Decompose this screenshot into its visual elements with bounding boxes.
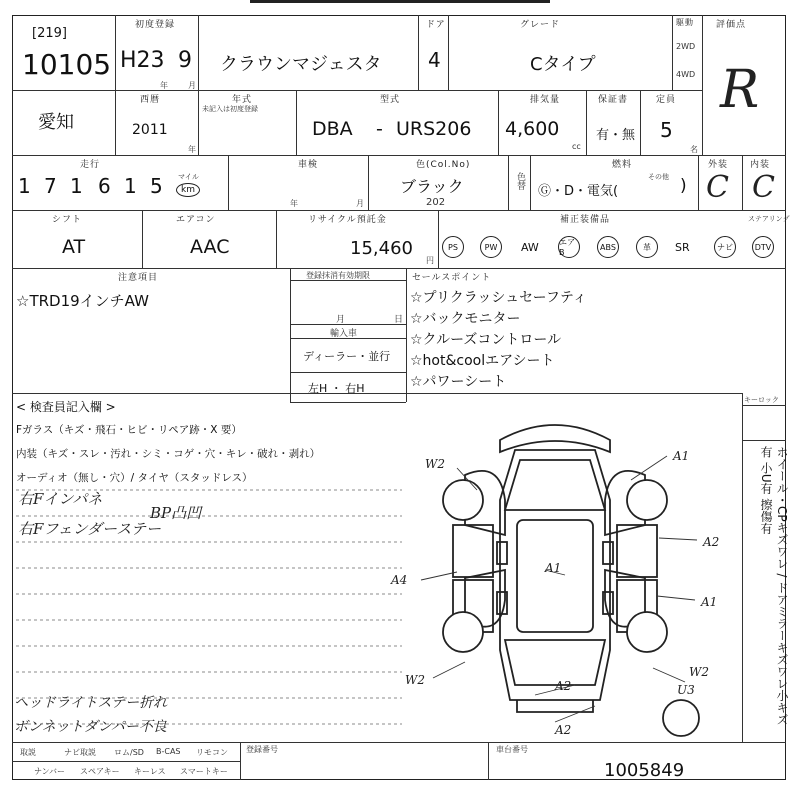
model-year-note: 未記入は初度登録 [202,105,258,113]
col-divider [198,15,199,90]
drive-label: 駆動 [676,18,694,27]
footer-item: ナビ取説 [64,748,96,757]
diagram-mark: A2 [555,723,572,737]
selling-point: ☆パワーシート [410,374,507,390]
diagram-mark: A2 [703,535,720,549]
equipment-item: ナビ [714,236,736,258]
chassis-number: 1005849 [604,760,685,781]
shift: AT [62,236,86,258]
diagram-mark: W2 [425,457,445,471]
inspector-label: < 検査員記入欄 > [16,400,116,414]
lot-prefix: [219] [32,26,67,41]
region: 愛知 [38,112,74,133]
recolor-label: 色替 [515,172,525,190]
hand-note: 右Fフェンダーステー [18,520,162,538]
footer-item: スマートキー [180,767,228,776]
row-divider [290,372,406,373]
equipment-item: PW [480,236,502,258]
fuel-other-label: その他 [648,173,669,181]
mileage-digit: 1 [124,174,137,198]
recycle-label: リサイクル預託金 [308,212,387,225]
col-divider [368,155,369,210]
capacity-unit: 名 [690,145,698,154]
diagram-mark: A1 [701,595,718,609]
era-year: H23 [120,48,165,73]
col-divider [742,155,743,210]
score-label: 評価点 [716,17,746,30]
equipment-item: AW [521,241,539,254]
diagram-mark: W2 [405,673,425,687]
first-reg-label: 初度登録 [135,17,175,30]
row-divider [12,393,742,394]
footer-item: B-CAS [156,747,181,756]
hand-note: ボンネットダンパー不良 [14,719,167,735]
title-strip [250,0,550,9]
mileage-digit: 5 [150,174,163,198]
exterior-label: 外装 [708,157,728,170]
keylock-label: キーロック [744,396,779,404]
color: ブラック [400,177,464,196]
equipment-item: DTV [752,236,774,258]
col-divider [508,155,509,210]
equipment-label: 補正装備品 [560,212,610,225]
side-notes: ホイール・CPキズワレ / ドアミラーキズワレ小キズ有 小U有 擦傷有 [759,446,789,726]
steering-label: ステアリング [748,215,790,223]
col-divider [406,268,407,402]
chassis-label: 車台番号 [496,745,528,754]
footer-item: リモコン [196,748,228,757]
row-divider [12,155,786,156]
color-code: 202 [426,197,446,208]
mileage-digit: 7 [44,174,57,198]
cc-unit: cc [572,142,581,151]
shift-label: シフト [52,212,82,225]
selling-point: ☆クルーズコントロール [410,332,562,348]
month-unit: 月 [188,81,196,90]
drive-2wd: 2WD [676,42,696,51]
import-type: ディーラー・並行 [303,350,391,363]
ac: AAC [190,236,230,258]
equipment-item: エアB [558,236,580,258]
model-label: 型式 [380,92,400,105]
selling-point: ☆プリクラッシュセーフティ [410,290,587,306]
car-name: クラウンマジェスタ [220,54,382,75]
fuel-close: ) [680,176,687,196]
exterior: C [706,170,729,205]
fuel-options: Ⓖ・D・電気( [538,184,619,199]
notes-label: 注意項目 [118,270,158,283]
mileage-digit: 1 [18,174,31,198]
model-prefix: DBA [312,118,353,140]
col-divider [586,90,587,155]
audio-line: オーディオ（無し・穴）/ タイヤ（スタッドレス） [16,472,253,484]
interior: C [752,170,775,205]
warranty-label: 保証書 [598,92,628,105]
mileage-digit: 1 [70,174,83,198]
diagram-mark: A2 [555,679,572,693]
reg-month: 9 [178,48,192,73]
glass-line: Fガラス（キズ・飛石・ヒビ・リペア跡・X 要） [16,424,242,436]
model-code: URS206 [396,118,472,140]
equipment-item: 革 [636,236,658,258]
selling-points-label: セールスポイント [412,270,491,283]
row-divider [742,405,786,406]
recycle-fee: 15,460 [350,238,413,259]
col-divider [142,210,143,268]
displacement-label: 排気量 [530,92,560,105]
footer-item: スペアキー [80,767,120,776]
steering: 左H ・ 右H [308,382,365,395]
reg-number-label: 登録番号 [246,745,278,754]
col-divider [198,90,199,155]
mileage-digit: 6 [98,174,111,198]
row-divider [12,210,786,211]
hand-note: BP凸凹 [150,504,202,522]
footer-item: ナンバー [34,767,66,776]
ac-label: エアコン [176,212,216,225]
expiry-label: 登録抹消有効期限 [306,271,370,280]
displacement: 4,600 [505,118,560,140]
row-divider [742,440,786,441]
capacity-label: 定員 [656,92,676,105]
western-year: 2011 [132,122,168,138]
selling-point: ☆hot&coolエアシート [410,353,555,369]
mileage-unit-top: マイル [178,173,199,181]
col-divider [418,15,419,90]
grade: Cタイプ [530,54,596,75]
import-label: 輸入車 [330,329,358,339]
selling-point: ☆バックモニター [410,311,521,327]
equipment-item: SR [675,241,690,254]
col-divider [228,155,229,210]
shaken-year-unit: 年 [290,199,298,208]
footer-item: 取説 [20,748,36,757]
western-year-label: 西暦 [140,92,160,105]
row-divider [290,402,406,403]
col-divider [498,90,499,155]
col-divider [240,742,241,780]
warranty: 有・無 [596,128,636,143]
footer-item: キーレス [134,767,166,776]
col-divider [698,155,699,210]
mileage-unit: km [176,183,200,197]
col-divider [530,155,531,210]
row-divider [290,324,406,325]
mileage-label: 走行 [80,157,100,170]
col-divider [488,742,489,780]
row-divider [12,761,240,762]
footer-item: ロム/SD [114,748,144,757]
interior-line: 内装（キズ・スレ・汚れ・シミ・コゲ・穴・キレ・破れ・剥れ） [16,448,321,460]
col-divider [276,210,277,268]
doors-label: ドア [426,17,446,30]
diagram-mark: A1 [673,449,690,463]
hand-note: 右Fインパネ [18,490,103,508]
yen-unit: 円 [426,256,434,265]
model-dash: - [376,118,383,140]
row-divider [12,268,786,269]
shaken-label: 車検 [298,157,318,170]
drive-4wd: 4WD [676,70,696,79]
year-unit: 年 [188,145,196,154]
col-divider [448,15,449,90]
doors: 4 [428,48,441,72]
score: R [720,60,760,120]
grade-label: グレード [520,17,560,30]
col-divider [672,15,673,90]
diagram-mark: W2 [689,665,709,679]
col-divider [115,15,116,155]
capacity: 5 [660,118,673,142]
diagram-mark: U3 [677,683,695,697]
expiry-day-unit: 日 [394,315,404,325]
model-year-label: 年式 [232,92,252,105]
row-divider [12,742,786,743]
expiry-month-unit: 月 [336,315,346,325]
interior-label: 内装 [750,157,770,170]
lot-number: 10105 [22,48,112,81]
diagram-mark: A4 [391,573,408,587]
col-divider [742,393,743,742]
car-diagram [391,400,741,742]
color-label: 色(Col.No) [416,157,470,170]
equipment-item: ABS [597,236,619,258]
col-divider [640,90,641,155]
hand-note: ヘッドライトステー折れ [14,695,168,711]
year-unit: 年 [160,81,168,90]
col-divider [702,15,703,155]
note-item: ☆TRD19インチAW [16,292,149,310]
shaken-month-unit: 月 [356,199,364,208]
col-divider [438,210,439,268]
diagram-mark: A1 [545,561,562,575]
fuel-label: 燃料 [612,157,632,170]
equipment-item: PS [442,236,464,258]
col-divider [290,268,291,402]
col-divider [296,90,297,155]
